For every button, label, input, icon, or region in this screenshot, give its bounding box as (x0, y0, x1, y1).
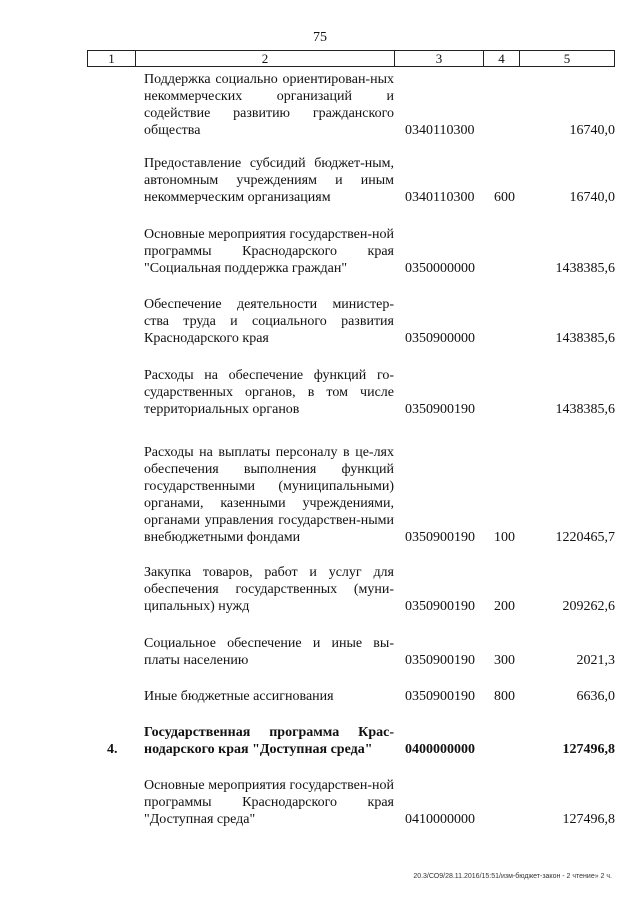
row-amount: 1438385,6 (555, 402, 615, 417)
header-col-1: 1 (88, 51, 136, 66)
row-target-code: 0350900190 (405, 530, 475, 545)
row-amount: 1438385,6 (555, 331, 615, 346)
row-target-code: 0340110300 (405, 123, 475, 138)
row-expense-type: 600 (494, 190, 515, 205)
row-description: Иные бюджетные ассигнования (144, 689, 334, 704)
page-number: 75 (313, 30, 327, 45)
row-target-code: 0340110300 (405, 190, 475, 205)
row-expense-type: 300 (494, 653, 515, 668)
row-expense-type: 800 (494, 689, 515, 704)
row-description: Обеспечение деятельности министер-ства труда и социального развития Краснодарского края (144, 297, 394, 346)
row-target-code: 0350900190 (405, 402, 475, 417)
row-description: Расходы на выплаты персоналу в це-лях обеспечения выполнения функций государственными (муниципальными) органами, казенными учреждениями, органами управления государствен-ными внебюджетными фондами (144, 445, 394, 545)
row-target-code: 0350900000 (405, 331, 475, 346)
row-amount: 127496,8 (562, 742, 615, 757)
row-amount: 6636,0 (576, 689, 615, 704)
row-target-code: 0350900190 (405, 653, 475, 668)
header-col-2: 2 (136, 51, 395, 66)
row-amount: 1220465,7 (555, 530, 615, 545)
row-description: Поддержка социально ориентирован-ных некоммерческих организаций и содействие развитию гражданского общества (144, 72, 394, 138)
row-target-code: 0410000000 (405, 812, 475, 827)
table-row (87, 278, 615, 418)
row-description: Государственная программа Крас-нодарского края "Доступная среда" (144, 725, 394, 757)
header-col-5: 5 (563, 51, 571, 66)
row-description: Социальное обеспечение и иные вы-платы населению (144, 636, 394, 668)
row-amount: 2021,3 (576, 653, 615, 668)
row-amount: 1438385,6 (555, 261, 615, 276)
row-description: Закупка товаров, работ и услуг для обеспечения государственных (муни-ципальных) нужд (144, 565, 394, 614)
row-target-code: 0350900190 (405, 599, 475, 614)
row-target-code: 0400000000 (405, 742, 475, 757)
row-description: Основные мероприятия государствен-ной программы Краснодарского края "Социальная поддержка граждан" (144, 227, 394, 276)
header-col-4: 4 (484, 51, 520, 66)
row-description: Предоставление субсидий бюджет-ным, автономным учреждениям и иным некоммерческим организациям (144, 156, 394, 205)
row-number: 4. (107, 742, 118, 757)
row-description: Расходы на обеспечение функций го-сударственных органов, в том числе территориальных органов (144, 368, 394, 417)
row-expense-type: 100 (494, 530, 515, 545)
row-target-code: 0350900190 (405, 689, 475, 704)
row-amount: 209262,6 (562, 599, 615, 614)
row-description: Основные мероприятия государствен-ной программы Краснодарского края "Доступная среда" (144, 778, 394, 827)
row-expense-type: 200 (494, 599, 515, 614)
header-col-3: 3 (395, 51, 484, 66)
row-amount: 127496,8 (562, 812, 615, 827)
row-target-code: 0350000000 (405, 261, 475, 276)
footer-stamp: 20.3/СО9/28.11.2016/15:51/изм-бюджет-закон - 2 чтение» 2 ч. (413, 873, 612, 880)
row-amount: 16740,0 (569, 123, 615, 138)
row-amount: 16740,0 (569, 190, 615, 205)
table-row (87, 688, 615, 828)
